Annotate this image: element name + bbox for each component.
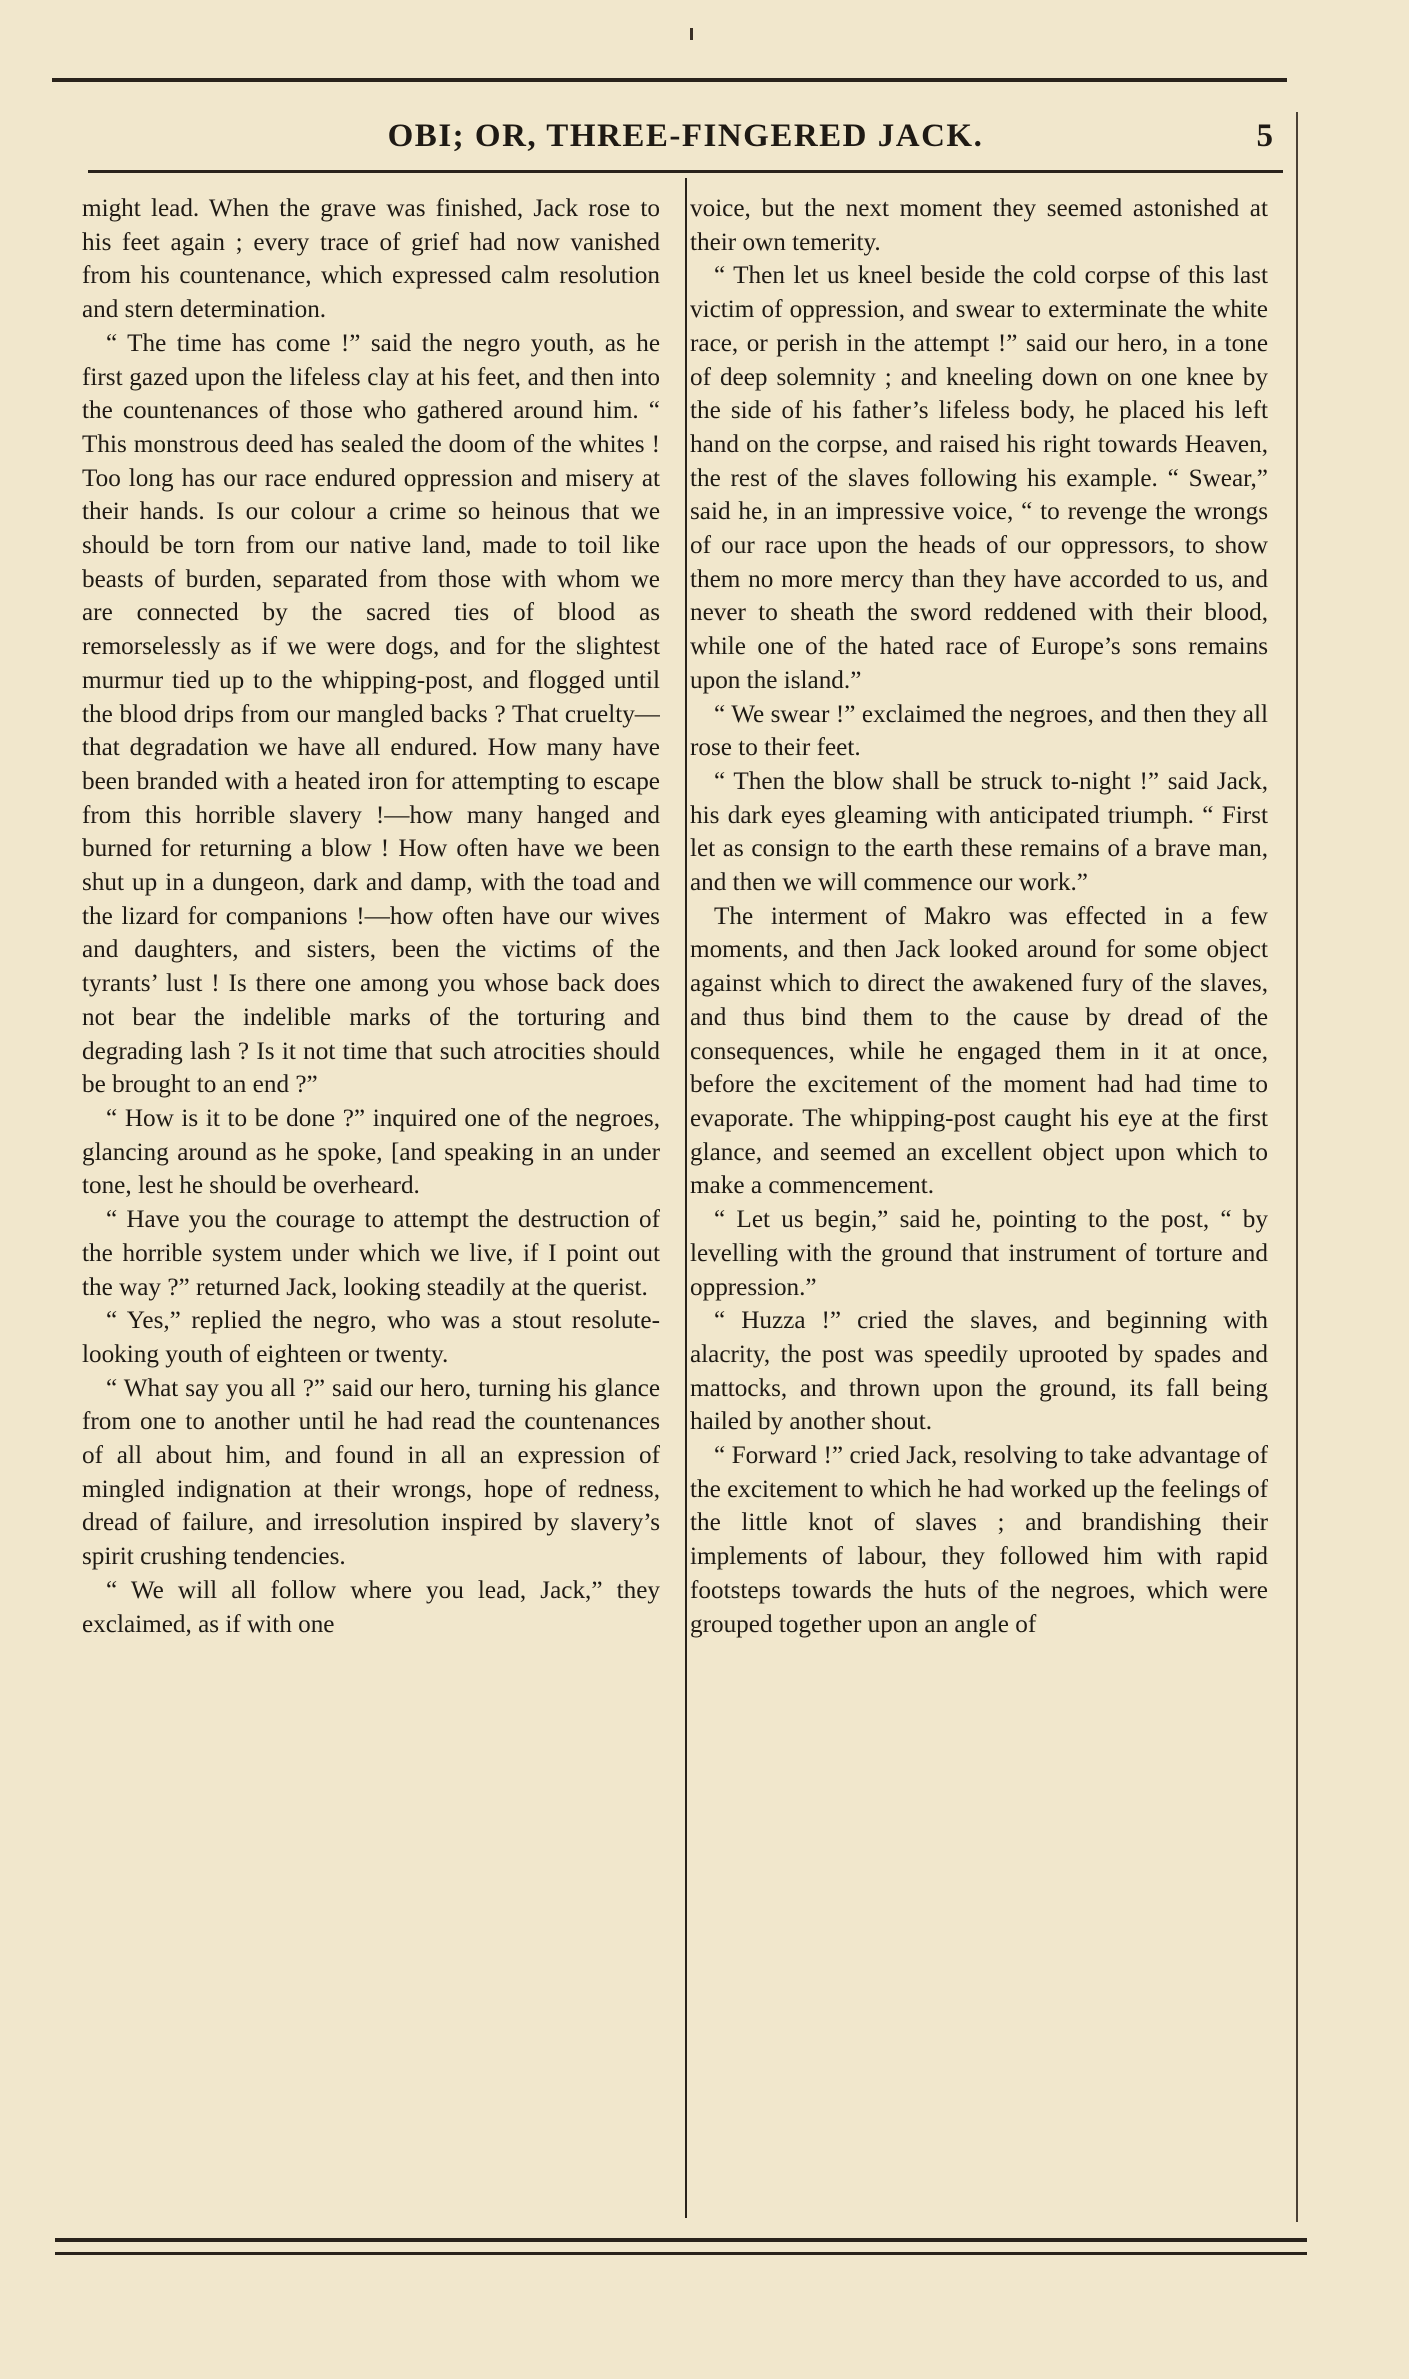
header-rule (88, 170, 1283, 173)
left-column (82, 192, 660, 2222)
paragraph: “ Then let us kneel beside the cold corpse of this last victim of oppression, and swear to exterminate the white race, or perish in the attempt !” said our hero, in a tone of deep solemnity ; and kneeling down on one knee by the side of his father’s lifeless body, he placed his left hand on the corpse, and raised his right towards Heaven, the rest of the slaves following his example. “ Swear,” said he, in an impressive voice, “ to revenge the wrongs of our race upon the heads of our oppressors, to show them no more mercy than they have accorded to us, and never to sheath the sword reddened with their blood, while one of the hated race of Europe’s sons remains upon the island.” (690, 262, 1268, 694)
paragraph: might lead. When the grave was finished, Jack rose to his feet again ; every trace of grief had now vanished from his countenance, which expressed calm resolution and stern determination. (82, 195, 660, 324)
paragraph: “ The time has come !” said the negro youth, as he first gazed upon the lifeless clay at his feet, and then into the countenances of those who gathered around him. “ This monstrous deed has sealed the doom of the whites ! Too long has our race endured oppression and misery at their hands. Is our colour a crime so heinous that we should be torn from our native land, made to toil like beasts of burden, separated from those with whom we are connected by the sacred ties of blood as remorselessly as if we were dogs, and for the slightest murmur tied up to the whipping-post, and flogged until the blood drips from our mangled backs ? That cruelty—that degradation we have all endured. How many have been branded with a heated iron for attempting to escape from this horrible slavery !—how many hanged and burned for returning a blow ! How often have we been shut up in a dungeon, dark and damp, with the toad and the lizard for companions !—how often have our wives and daughters, and sisters, been the victims of the tyrants’ lust ! Is there one among you whose back does not bear the indelible marks of the torturing and degrading lash ? Is it not time that such atrocities should be brought to an end ?” (82, 329, 660, 1099)
paragraph: “ We will all follow where you lead, Jack,” they exclaimed, as if with one (82, 1576, 660, 1638)
paragraph: “ Then the blow shall be struck to-night !” said Jack, his dark eyes gleaming with anticipated triumph. “ First let as consign to the earth these remains of a brave man, and then we will commence our work.” (690, 767, 1268, 897)
right-column (690, 192, 1268, 2222)
bottom-rule-upper (55, 2238, 1307, 2242)
running-header (88, 118, 1283, 166)
paragraph: “ Have you the courage to attempt the destruction of the horrible system under which we live, if I point out the way ?” returned Jack, looking steadily at the querist. (82, 1206, 660, 1301)
paragraph: “ Forward !” cried Jack, resolving to take advantage of the excitement to which he had worked up the feelings of the little knot of slaves ; and brandishing their implements of labour, they followed him with rapid footsteps towards the huts of the negroes, which were grouped together upon an angle of (690, 1442, 1268, 1638)
page-tick-mark (690, 28, 693, 40)
paragraph: “ How is it to be done ?” inquired one of the negroes, glancing around as he spoke, [and speaking in an under tone, lest he should be overheard. (82, 1104, 660, 1200)
running-title: OBI; OR, THREE-FINGERED JACK. (387, 118, 984, 154)
paragraph: “ We swear !” exclaimed the negroes, and then they all rose to their feet. (690, 700, 1268, 762)
paragraph: “ Yes,” replied the negro, who was a stout resolute-looking youth of eighteen or twenty. (82, 1307, 660, 1368)
bottom-rule-lower (55, 2252, 1307, 2255)
paragraph: “ Let us begin,” said he, pointing to the post, “ by levelling with the ground that instrument of torture and oppression.” (690, 1206, 1268, 1301)
right-margin-rule (1296, 112, 1298, 2222)
page-number: 5 (1256, 118, 1273, 154)
top-border-rule (52, 78, 1287, 82)
paragraph: “ What say you all ?” said our hero, turning his glance from one to another until he had read the countenances of all about him, and found in all an expression of mingled indignation at their wrongs, hope of redness, dread of failure, and irresolution inspired by slavery’s spirit crushing tendencies. (82, 1374, 660, 1571)
paragraph: “ Huzza !” cried the slaves, and beginning with alacrity, the post was speedily uprooted by spades and mattocks, and thrown upon the ground, its fall being hailed by another shout. (690, 1307, 1268, 1436)
column-divider (685, 178, 687, 2218)
paragraph: The interment of Makro was effected in a few moments, and then Jack looked around for some object against which to direct the awakened fury of the slaves, and thus bind them to the cause by dread of the consequences, while he engaged them in it at once, before the excitement of the moment had had time to evaporate. The whipping-post caught his eye at the first glance, and seemed an excellent object upon which to make a commencement. (690, 902, 1268, 1200)
paragraph: voice, but the next moment they seemed astonished at their own temerity. (690, 195, 1268, 256)
